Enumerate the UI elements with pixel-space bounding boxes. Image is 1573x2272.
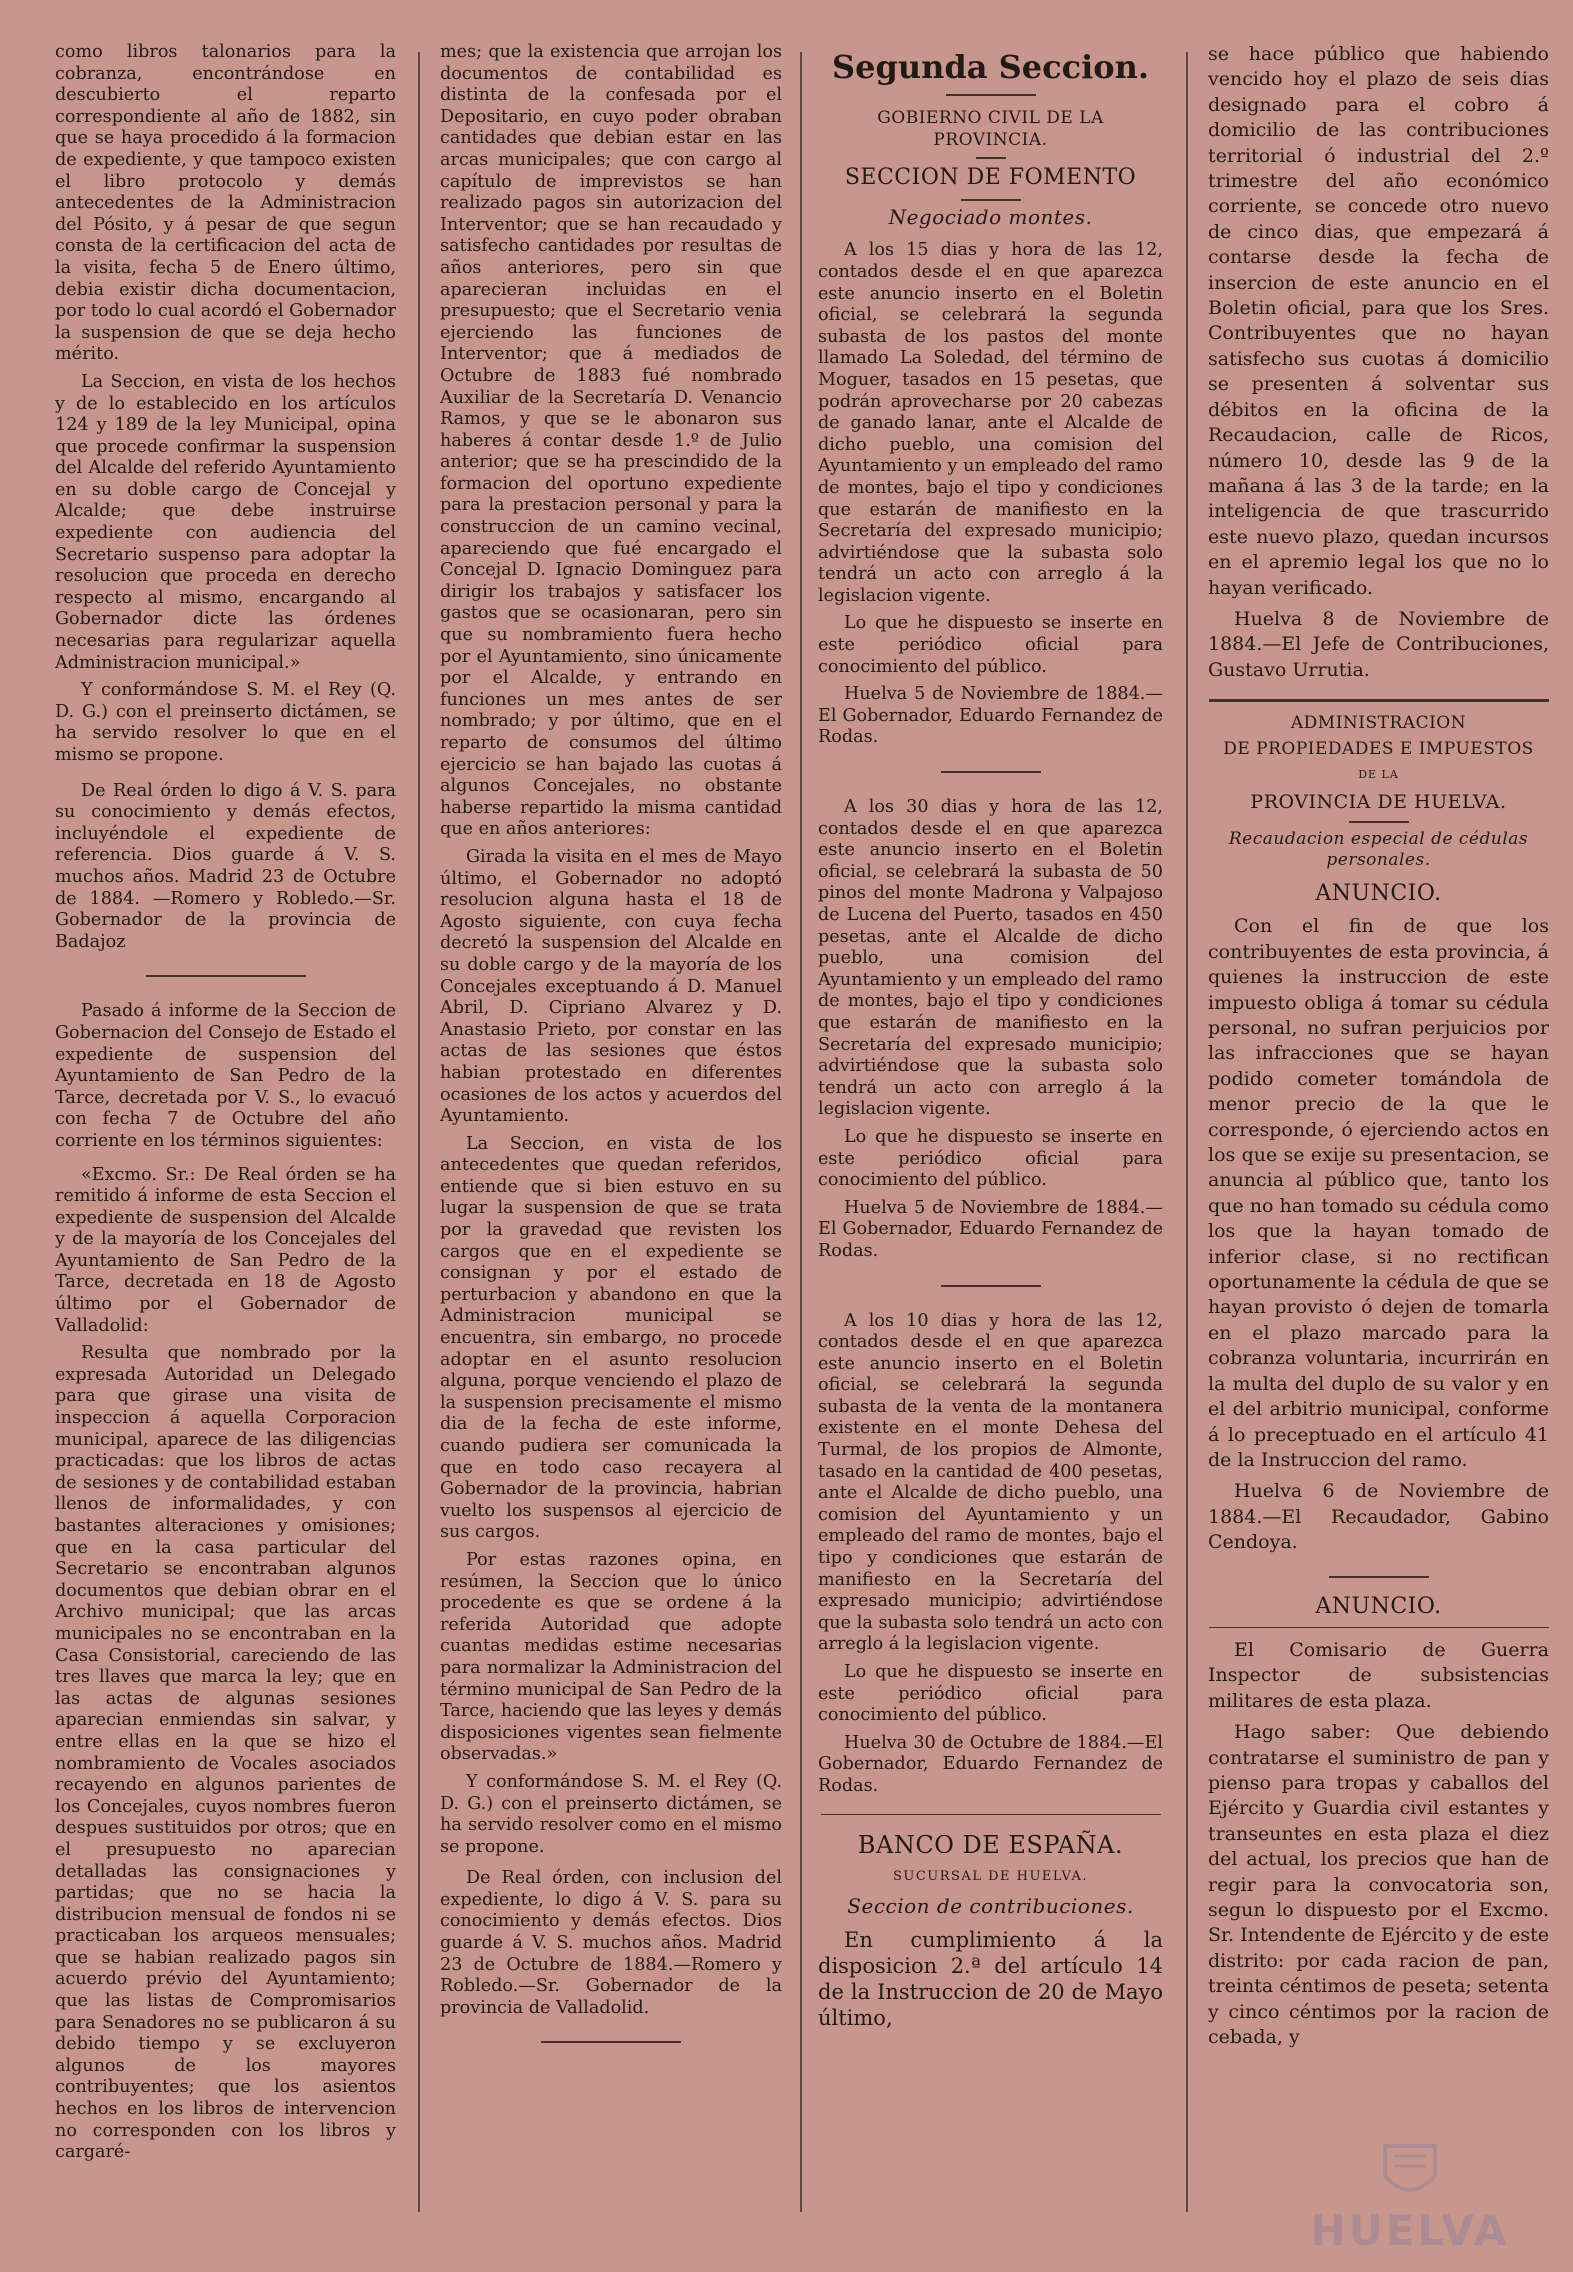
separator-rule [1209,1627,1549,1628]
crest-icon [1365,2136,1455,2206]
anuncio-heading: ANUNCIO. [1315,880,1442,906]
paragraph: se hace público que habiendo vencido hoy el plazo de seis dias designado para el cobro á domicilio de las contribuciones territorial ó industrial del 2.º trimestre del año económico corriente, se concede otro nuevo de cinco dias, que empezará á contarse desde la fecha de insercion de este anuncio en el Boletin oficial, para que los Sres. Contribuyentes que no hayan satisfecho sus cuotas á domicilio se presenten á solventar sus débitos en la oficina de la Recaudacion, calle de Ricos, número 10, desde las 9 de la mañana á las 3 de la tarde; en la inteligencia de que trascurrido este nuevo plazo, quedan incursos en el apremio legal los que no lo hayan verificado. [1208,43,1549,599]
anuncio-heading: ANUNCIO. [1315,1593,1442,1619]
column-rule [1186,52,1188,2212]
signature: Huelva 5 de Noviembre de 1884.—El Gobernador, Eduardo Fernandez de Rodas. [818,684,1163,748]
sucursal-heading: SUCURSAL DE HUELVA. [892,1869,1089,1885]
section-title: Segunda Seccion. [832,48,1149,86]
separator-rule [941,771,1041,773]
separator-rule [1329,1576,1429,1578]
paragraph: mes; que la existencia que arrojan los documentos de contabilidad es distinta de la confesada por el Depositario, en cuyo poder obraban cantidades que debian estar en las arcas municipales; que con cargo al capítulo de imprevistos se han realizado pagos sin autorizacion del Interventor; que se han recaudado y satisfecho cantidades por resultas de años anteriores, pero sin que aparecieran incluidas en el presupuesto; que el Secretario venia ejerciendo las funciones de Interventor; que á mediados de Octubre de 1883 fué nombrado Auxiliar de la Secretaría D. Venancio Ramos, y que se le abonaron sus haberes á contar desde 1.º de Julio anterior; que se ha prescindido de la formacion del oportuno expediente para la prestacion personal y para la construccion de un camino vecinal, apareciendo que fué encargado el Concejal D. Ignacio Dominguez para dirigir los trabajos y satisfacer los gastos que se ocasionaran, pero sin que su nombramiento fuera hecho por el Ayuntamiento, sino únicamente por el Alcalde, y entrando en funciones un mes antes de ser nombrado; y por último, que en el reparto de consumos del último ejercicio se han bajado las cuotas á algunos Concejales, no obstante haberse repartido la misma cantidad que en años anteriores: [440,42,782,840]
separator-rule [961,199,1021,201]
gobierno-heading: GOBIERNO CIVIL DE LA PROVINCIA. [877,108,1104,150]
fomento-heading: SECCION DE FOMENTO [844,165,1137,191]
contribuciones-heading: Seccion de contribuciones. [847,1893,1134,1918]
column-4 [1208,42,1549,2232]
column-1 [55,42,396,2232]
column-rule [800,52,802,2212]
paragraph: De Real órden lo digo á V. S. para su conocimiento y demás efectos, incluyéndole el expediente de referencia. Dios guarde á V. S. muchos años. Madrid 23 de Octubre de 1884. —Romero y Robledo.—Sr. Gobernador de la provincia de Badajoz [55,780,396,952]
negociado-heading: Negociado montes. [888,204,1093,229]
paragraph: Lo que he dispuesto se inserte en este periódico oficial para conocimiento del público. [818,1126,1163,1191]
paragraph: El Comisario de Guerra Inspector de subsistencias militares de esta plaza. [1208,1638,1549,1712]
archive-watermark [1295,2136,1525,2256]
paragraph: Girada la visita en el mes de Mayo último, el Gobernador no adoptó resolucion alguna hasta el 18 de Agosto siguiente, con cuya fecha decretó la suspension del Alcalde en su doble cargo y de la mayoría de los Concejales exceptuando á D. Manuel Abril, D. Cipriano Alvarez y D. Anastasio Prieto, por constar en las actas de las sesiones que éstos habian protestado en diferentes ocasiones de los actos y acuerdos del Ayuntamiento. [440,846,782,1127]
paragraph: Por estas razones opina, en resúmen, la Seccion que lo único procedente es que se ordene á la referida Autoridad que adopte cuantas medidas estime necesarias para normalizar la Administracion del término municipal de San Pedro de la Tarce, haciendo que las leyes y demás disposiciones vigentes sean fielmente observadas.» [440,1549,782,1765]
paragraph: A los 10 dias y hora de las 12, contados desde el en que aparezca este anuncio inserto en el Boletin oficial, se celebrará la segunda subasta de la venta de la montanera existente en el monte Dehesa del Turmal, de los propios de Almonte, tasado en la cantidad de 400 pesetas, ante el Alcalde de dicho pueblo, una comision del Ayuntamiento y un empleado del ramo de montes, bajo el tipo y condiciones que estarán de manifiesto en la Secretaría del expresado municipio; advirtiéndose que la subasta solo tendrá un acto con arreglo á la legislacion vigente. [818,1310,1163,1655]
paragraph: «Excmo. Sr.: De Real órden se ha remitido á informe de esta Seccion el expediente de suspension del Alcalde y de la mayoría de los Concejales del Ayuntamiento de San Pedro de la Tarce, decretada en 18 de Agosto último por el Gobernador de Valladolid: [55,1164,396,1336]
separator-rule [941,1285,1041,1287]
paragraph: De Real órden, con inclusion del expediente, lo digo á V. S. para su conocimiento y demás efectos. Dios guarde á V. S. muchos años. Madrid 23 de Octubre de 1884.—Romero y Robledo.—Sr. Gobernador de la provincia de Valladolid. [440,1868,782,2018]
column-2 [440,42,782,2232]
propiedades-heading: DE PROPIEDADES E IMPUESTOS [1223,739,1534,760]
provincia-heading: PROVINCIA DE HUELVA. [1250,790,1507,813]
paragraph: Lo que he dispuesto se inserte en este periódico oficial para conocimiento del público. [818,1662,1163,1726]
paragraph: Lo que he dispuesto se inserte en este periódico oficial para conocimiento del público. [818,613,1163,677]
banco-heading: BANCO DE ESPAÑA. [857,1830,1124,1859]
paragraph: Resulta que nombrado por la expresada Autoridad un Delegado para que girase una visita de inspeccion á aquella Corporacion municipal, aparece de las diligencias practicadas: que los libros de actas de sesiones y de contabilidad estaban llenos de informalidades, y con bastantes alteraciones y omisiones; que en la casa particular del Secretario se encontraban algunos documentos que debian obrar en el Archivo municipal; que las arcas municipales no se encontraban en la Casa Consistorial, careciendo de las tres llaves que marca la ley; que en las actas de algunas sesiones aparecian enmiendas sin salvar, y entre ellas en la que se hizo el nombramiento de Vocales asociados recayendo en algunos parientes de los Concejales, cuyos nombres fueron despues sustituidos por otros; que en el presupuesto no aparecian detalladas las consignaciones y partidas; que no se hacia la distribucion mensual de fondos ni se practicaban los arqueos mensuales; que se habian realizado pagos sin acuerdo prévio del Ayuntamiento; que las listas de Compromisarios para Senadores no se publicaron á su debido tiempo y se excluyeron algunos de los mayores contribuyentes; que los asientos hechos en los libros de intervencion no corresponden con los libros y cargaré- [55,1343,396,2163]
separator-rule [1209,699,1549,702]
separator-rule [976,157,1006,159]
watermark-text: HUELVA [1310,2206,1510,2255]
paragraph: Y conformándose S. M. el Rey (Q. D. G.) con el preinserto dictámen, se ha servido resolver como en el mismo se propone. [440,1771,782,1857]
signature: Huelva 8 de Noviembre de 1884.—El Jefe de Contribuciones, Gustavo Urrutia. [1208,607,1549,681]
paragraph: Con el fin de que los contribuyentes de esta provincia, á quienes la instruccion de este impuesto obliga á tomar su cédula personal, no sufran perjuicios por las infracciones que se hayan podido cometer tomándola de menor precio de la que le corresponde, ó ejerciendo actos en los que se exije su presentacion, se anuncia al público que, tanto los que no han tomado su cédula como los que la hayan tomado de inferior clase, si no rectifican oportunamente la cédula de que se hayan provisto ó dejen de tomarla en el plazo marcado para la cobranza voluntaria, incurrirán en la multa del duplo de su valor y en el del arbitrio municipal, conforme á lo preceptuado en el artículo 41 de la Instruccion del ramo. [1208,915,1549,1471]
paragraph: A los 30 dias y hora de las 12, contados desde el en que aparezca este anuncio inserto en el Boletin oficial, se celebrará la subasta de 50 pinos del monte Madrona y Valpajoso de Lucena del Puerto, tasados en 450 pesetas, ante el Alcalde de dicho pueblo, una comision del Ayuntamiento y un empleado del ramo de montes, bajo el tipo y condiciones que estarán de manifiesto en la Secretaría del expresado municipio; advirtiéndose que la subasta solo tendrá un acto con arreglo á la legislacion vigente. [818,797,1163,1120]
administracion-heading: ADMINISTRACION [1290,713,1467,734]
separator-rule [541,2041,681,2043]
separator-rule [821,1814,1161,1815]
recaudacion-heading: Recaudacion especial de cédulas personales. [1228,828,1529,870]
paragraph: La Seccion, en vista de los antecedentes que quedan referidos, entiende que si bien estuvo en su lugar la suspension de que se trata por la gravedad que revisten los cargos que en el expediente se consignan y por el estado de perturbacion y abandono en que la Administracion municipal se encuentra, sin embargo, no procede adoptar en el asunto resolucion alguna, porque venciendo el plazo de la suspension precisamente el mismo dia de la fecha de este informe, cuando pudiera ser comunicada la que en todo caso recayera al Gobernador de la provincia, habrian vuelto los suspensos al ejercicio de sus cargos. [440,1133,782,1543]
paragraph: Hago saber: Que debiendo contratarse el suministro de pan y pienso para tropas y caballos del Ejército y Guardia civil estantes y transeuntes en esta plaza el diez del actual, los precios que han de regir para la convocatoria son, segun lo dispuesto por el Excmo. Sr. Intendente de Ejército y de este distrito: por cada racion de pan, treinta céntimos de peseta; setenta y cinco céntimos por la racion de cebada, y [1208,1721,1549,2049]
paragraph: como libros talonarios para la cobranza, encontrándose en descubierto el reparto correspondiente al año de 1882, sin que se haya procedido á la formacion de expediente, y que tampoco existen el libro protocolo y demás antecedentes de la Administracion del Pósito, y á pesar de que segun consta de la certificacion del acta de la visita, fecha 5 de Enero último, debia existir dicha documentacion, por todo lo cual acordó el Gobernador la suspension de que se deja hecho mérito. [55,42,396,365]
signature: Huelva 6 de Noviembre de 1884.—El Recaudador, Gabino Cendoya. [1208,1480,1549,1554]
separator-rule [1349,821,1409,823]
separator-rule [146,975,306,977]
de-la-heading: DE LA [1358,768,1399,782]
signature: Huelva 30 de Octubre de 1884.—El Gobernador, Eduardo Fernandez de Rodas. [818,1732,1163,1796]
paragraph: A los 15 dias y hora de las 12, contados desde el en que aparezca este anuncio inserto en el Boletin oficial, se celebrará la segunda subasta de los pastos del monte llamado La Soledad, del término de Moguer, tasados en 15 pesetas, que podrán aprovecharse por 20 cabezas de ganado lanar, ante el Alcalde de dicho pueblo, una comision del Ayuntamiento y un empleado del ramo de montes, bajo el tipo y condiciones que estarán de manifiesto en la Secretaría del expresado municipio; advirtiéndose que la subasta solo tendrá un acto con arreglo á la legislacion vigente. [818,240,1163,606]
column-rule [418,52,420,2212]
paragraph: Y conformándose S. M. el Rey (Q. D. G.) con el preinserto dictámen, se ha servido resolver lo que en el mismo se propone. [55,680,396,765]
paragraph: En cumplimiento á la disposicion 2.ª del artículo 14 de la Instruccion de 20 de Mayo último, [818,1928,1163,2031]
paragraph: Pasado á informe de la Seccion de Gobernacion del Consejo de Estado el expediente de suspension del Ayuntamiento de San Pedro de la Tarce, decretada por V. S., lo evacuó con fecha 7 de Octubre del año corriente en los términos siguientes: [55,1001,396,1151]
paragraph: La Seccion, en vista de los hechos y de lo establecido en los artículos 124 y 189 de la ley Municipal, opina que procede confirmar la suspension del Alcalde del referido Ayuntamiento en su doble cargo de Concejal y Alcalde; que debe instruirse expediente con audiencia del Secretario suspenso para adoptar la resolucion que proceda en derecho respecto al mismo, encargando al Gobernador dicte las órdenes necesarias para regularizar aquella Administracion municipal.» [55,371,396,673]
signature: Huelva 5 de Noviembre de 1884.—El Gobernador, Eduardo Fernandez de Rodas. [818,1197,1163,1261]
separator-rule [946,94,1036,96]
column-3 [818,42,1163,2232]
